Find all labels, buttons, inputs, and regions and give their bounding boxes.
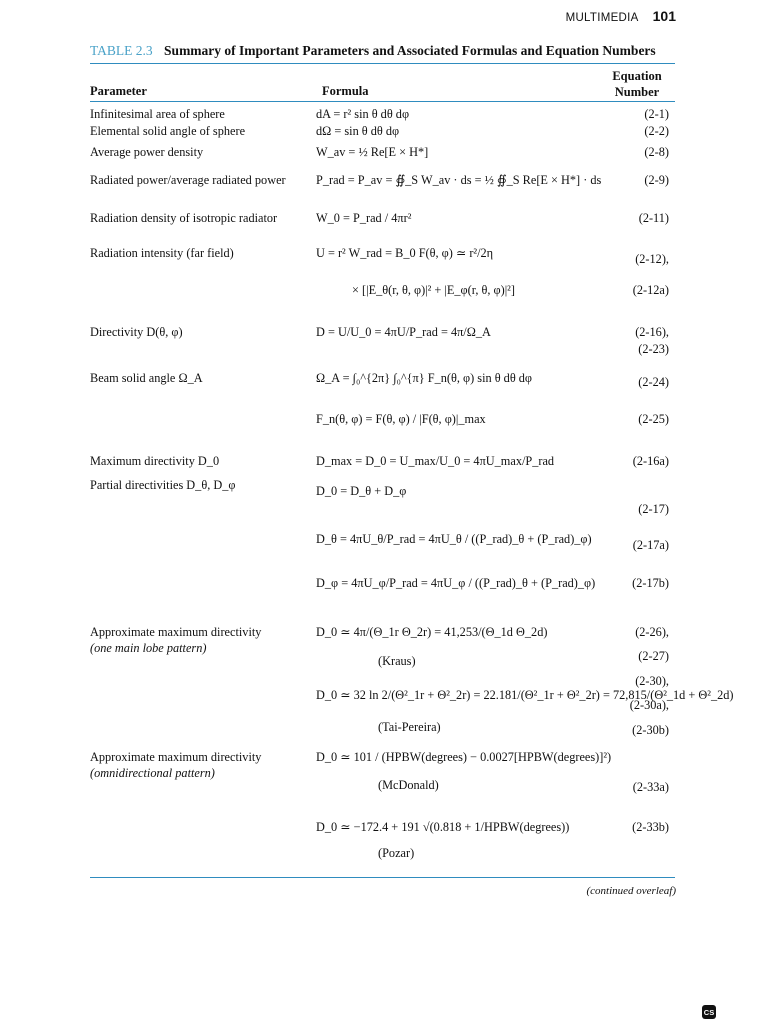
formula-cell: D_0 = D_θ + D_φ xyxy=(316,484,407,498)
param-cell: Directivity D(θ, φ) xyxy=(90,325,183,339)
table-label: TABLE 2.3 xyxy=(90,43,153,58)
equation-cell-3: (2-30b) xyxy=(632,723,669,737)
equation-cell: (2-12), xyxy=(635,252,669,266)
formula-cell: D_0 ≃ −172.4 + 191 √(0.818 + 1/HPBW(degrees)) xyxy=(316,820,570,834)
param-cell: Radiated power/average radiated power xyxy=(90,173,286,187)
equation-cell: (2-1) xyxy=(644,107,669,121)
param-cell: Maximum directivity D_0 xyxy=(90,454,220,468)
continued-note: (continued overleaf) xyxy=(586,885,676,897)
formula-cell: U = r² W_rad = B_0 F(θ, φ) ≃ r²/2η xyxy=(316,246,494,260)
formula-cell: dA = r² sin θ dθ dφ xyxy=(316,107,410,121)
formula-cell: dΩ = sin θ dθ dφ xyxy=(316,124,400,138)
column-header-equation-line1: Equation xyxy=(612,69,662,83)
equation-cell: (2-25) xyxy=(638,412,669,426)
param-cell: Average power density xyxy=(90,145,204,159)
equation-cell: (2-11) xyxy=(638,211,669,225)
equation-cell: (2-17) xyxy=(638,502,669,516)
param-cell: Approximate maximum directivity xyxy=(90,750,262,764)
page-number: 101 xyxy=(652,8,676,24)
column-header-equation-line2: Number xyxy=(614,85,660,99)
param-cell: Approximate maximum directivity xyxy=(90,625,262,639)
column-header-equation xyxy=(602,68,672,100)
equation-cell: (2-12a) xyxy=(632,283,669,297)
formula-cell: D_0 ≃ 32 ln 2/(Θ²_1r + Θ²_2r) = 22.181/(Θ²_1r + Θ²_2r) = 72,815/(Θ²_1d + Θ²_2d) xyxy=(316,688,734,702)
equation-cell-2: (2-23) xyxy=(638,342,669,356)
param-cell: Radiation intensity (far field) xyxy=(90,246,234,260)
equation-cell: (2-2) xyxy=(644,124,669,138)
section-title: MULTIMEDIA xyxy=(565,12,639,24)
equation-cell: (2-9) xyxy=(644,173,669,187)
equation-cell: (2-24) xyxy=(638,375,669,389)
table-title: Summary of Important Parameters and Associated Formulas and Equation Numbers xyxy=(164,43,656,58)
formula-note: (McDonald) xyxy=(378,778,439,792)
formula-cell: Ω_A = ∫₀^{2π} ∫₀^{π} F_n(θ, φ) sin θ dθ dφ xyxy=(316,371,533,385)
formula-note: (Pozar) xyxy=(378,846,415,860)
equation-cell: (2-16), xyxy=(635,325,669,339)
equation-cell-2: (2-27) xyxy=(638,649,669,663)
formula-cell: D_max = D_0 = U_max/U_0 = 4πU_max/P_rad xyxy=(316,454,555,468)
formula-cell: D_φ = 4πU_φ/P_rad = 4πU_φ / ((P_rad)_θ + (P_rad)_φ) xyxy=(316,576,596,590)
param-cell: Elemental solid angle of sphere xyxy=(90,124,246,138)
formula-cell: D_0 ≃ 4π/(Θ_1r Θ_2r) = 41,253/(Θ_1d Θ_2d) xyxy=(316,625,548,639)
page-header xyxy=(566,8,676,24)
table-caption xyxy=(90,43,656,59)
formula-cell: × [|E_θ(r, θ, φ)|² + |E_φ(r, θ, φ)|²] xyxy=(352,283,515,297)
equation-cell: (2-26), xyxy=(635,625,669,639)
formula-cell: D = U/U_0 = 4πU/P_rad = 4π/Ω_A xyxy=(316,325,491,339)
equation-cell: (2-17b) xyxy=(632,576,669,590)
formula-cell: P_rad = P_av = ∯_S W_av · ds = ½ ∯_S Re[E × H*] · ds xyxy=(316,173,602,187)
table-top-rule xyxy=(90,63,675,64)
equation-cell: (2-8) xyxy=(644,145,669,159)
param-cell: Beam solid angle Ω_A xyxy=(90,371,203,385)
column-header-parameter: Parameter xyxy=(90,84,147,98)
equation-cell: (2-17a) xyxy=(632,538,669,552)
param-cell: Infinitesimal area of sphere xyxy=(90,107,225,121)
formula-cell: D_θ = 4πU_θ/P_rad = 4πU_θ / ((P_rad)_θ + (P_rad)_φ) xyxy=(316,532,592,546)
column-header-formula: Formula xyxy=(322,84,369,98)
equation-cell: (2-30), xyxy=(635,674,669,688)
formula-cell: W_av = ½ Re[E × H*] xyxy=(316,145,429,159)
formula-note: (Kraus) xyxy=(378,654,416,668)
formula-note: (Tai-Pereira) xyxy=(378,720,441,734)
formula-cell: F_n(θ, φ) = F(θ, φ) / |F(θ, φ)|_max xyxy=(316,412,486,426)
formula-cell: W_0 = P_rad / 4πr² xyxy=(316,211,412,225)
camscanner-badge-icon: CS xyxy=(702,1005,716,1019)
param-cell: Partial directivities D_θ, D_φ xyxy=(90,478,236,492)
equation-cell: (2-16a) xyxy=(632,454,669,468)
formula-cell: D_0 ≃ 101 / (HPBW(degrees) − 0.0027[HPBW(degrees)]²) xyxy=(316,750,612,764)
table-bottom-rule xyxy=(90,877,675,878)
param-cell-note: (one main lobe pattern) xyxy=(90,641,207,655)
table-header-rule xyxy=(90,101,675,102)
equation-cell: (2-33a) xyxy=(632,780,669,794)
param-cell-note: (omnidirectional pattern) xyxy=(90,766,215,780)
equation-cell-2: (2-30a), xyxy=(629,698,669,712)
param-cell: Radiation density of isotropic radiator xyxy=(90,211,278,225)
equation-cell: (2-33b) xyxy=(632,820,669,834)
